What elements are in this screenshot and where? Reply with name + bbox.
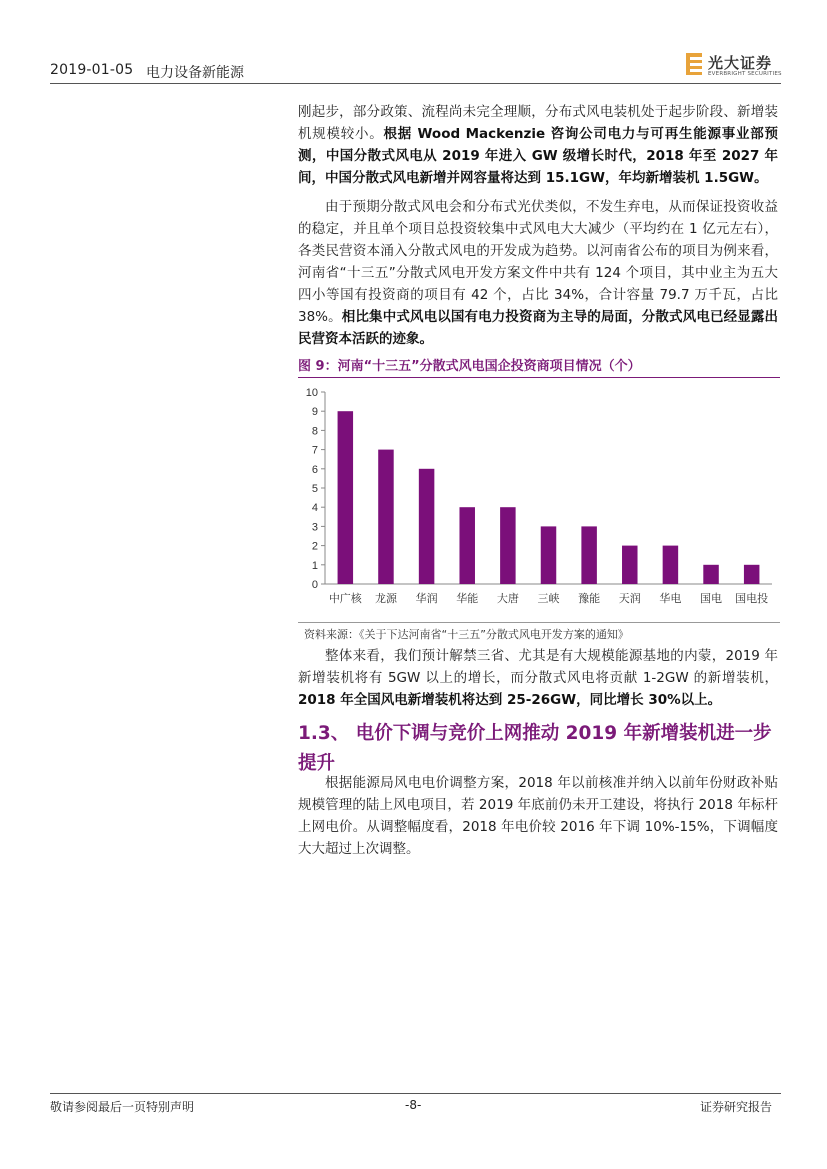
bar-4 bbox=[459, 507, 475, 584]
x-tick-label: 中广核 bbox=[328, 592, 362, 605]
y-tick-label: 5 bbox=[311, 483, 318, 495]
section-title: 1.3、 电价下调与竞价上网推动 2019 年新增装机进一步提升 bbox=[298, 723, 772, 774]
bar-7 bbox=[581, 526, 597, 584]
x-tick-label: 华润 bbox=[415, 592, 438, 605]
y-tick-label: 3 bbox=[311, 521, 318, 534]
x-tick-label: 国电投 bbox=[735, 592, 769, 605]
y-tick-label: 1 bbox=[311, 559, 318, 572]
x-tick-label: 国电 bbox=[700, 592, 723, 605]
header-divider bbox=[50, 83, 781, 84]
y-tick-label: 6 bbox=[311, 463, 318, 476]
y-tick-label: 7 bbox=[311, 444, 318, 457]
bar-11 bbox=[744, 565, 760, 584]
x-tick-label: 三峡 bbox=[537, 592, 560, 605]
paragraph-2-text: 由于预期分散式风电会和分布式光伏类似，不发生弃电，从而保证投资收益的稳定，并且单个项目总投资较集中式风电大大减少（平均约在 1 亿元左右），各类民营资本涌入分散式风电的开发成为趋势。以河南省公布的项目为例来看，河南省“十三五”分散式风电开发方案文件中共有 124 个项目，其中业主为五大四小等国有投资商的项目有 42 个，占比 34%，合计容量 79.7 万千瓦，占比 38%。 bbox=[298, 199, 778, 325]
paragraph-3-bold: 2018 年全国风电新增装机将达到 25-26GW，同比增长 30%以上。 bbox=[298, 692, 722, 708]
paragraph-1-text: 刚起步，部分政策、流程尚未完全理顺，分布式风电装机处于起步阶段、新增装机规模较小。 bbox=[298, 104, 778, 142]
paragraph-1 bbox=[298, 101, 778, 189]
figure-source: 资料来源：《关于下达河南省“十三五”分散式风电开发方案的通知》 bbox=[304, 628, 629, 641]
y-tick-label: 8 bbox=[311, 425, 318, 438]
logo-text-cn: 光大证券 bbox=[708, 54, 773, 72]
bar-5 bbox=[500, 507, 516, 584]
figure-bottom-rule bbox=[298, 622, 780, 623]
footer-report-type: 证券研究报告 bbox=[700, 1100, 773, 1114]
y-tick-label: 4 bbox=[311, 502, 318, 515]
x-tick-label: 华能 bbox=[456, 592, 479, 605]
y-tick-label: 10 bbox=[305, 387, 318, 399]
bar-10 bbox=[703, 565, 719, 584]
y-tick-label: 9 bbox=[311, 406, 318, 419]
paragraph-2-bold: 相比集中式风电以国有电力投资商为主导的局面，分散式风电已经显露出民营资本活跃的迹象。 bbox=[298, 309, 778, 347]
figure-title: 图 9：河南“十三五”分散式风电国企投资商项目情况（个） bbox=[298, 359, 641, 374]
logo-text-en: EVERBRIGHT SECURITIES bbox=[708, 71, 782, 77]
x-tick-label: 天润 bbox=[618, 592, 641, 605]
header-sector: 电力设备新能源 bbox=[146, 65, 244, 81]
bar-2 bbox=[378, 450, 394, 584]
figure-title-rule bbox=[298, 377, 780, 378]
paragraph-1-bold: 根据 Wood Mackenzie 咨询公司电力与可再生能源事业部预测，中国分散式风电从 2019 年进入 GW 级增长时代，2018 年至 2027 年间，中国分散式风电新增并网容量将达到 15.1GW，年均新增装机 1.5GW。 bbox=[298, 126, 778, 186]
y-tick-label: 0 bbox=[311, 579, 318, 591]
bar-6 bbox=[541, 526, 557, 584]
paragraph-3-text: 整体来看，我们预计解禁三省、尤其是有大规模能源基地的内蒙，2019 年新增装机将有 5GW 以上的增长，而分散式风电将贡献 1-2GW 的新增装机， bbox=[298, 648, 778, 686]
x-tick-label: 豫能 bbox=[578, 592, 601, 605]
paragraph-4: 根据能源局风电电价调整方案，2018 年以前核准并纳入以前年份财政补贴规模管理的陆上风电项目，若 2019 年底前仍未开工建设，将执行 2018 年标杆上网电价。从调整幅度看，2018 年电价较 2016 年下调 10%-15%，下调幅度大大超过上次调整。 bbox=[298, 775, 778, 857]
paragraph-2 bbox=[298, 196, 778, 350]
bar-chart bbox=[298, 380, 780, 620]
bar-9 bbox=[663, 546, 679, 584]
footer-divider bbox=[50, 1093, 781, 1094]
page-number: -8- bbox=[405, 1098, 422, 1112]
x-tick-label: 大唐 bbox=[496, 592, 519, 605]
bar-3 bbox=[419, 469, 435, 584]
company-logo bbox=[686, 52, 782, 78]
header-date: 2019-01-05 bbox=[50, 62, 134, 78]
footer-disclaimer: 敬请参阅最后一页特别声明 bbox=[50, 1100, 195, 1114]
bar-1 bbox=[338, 411, 354, 584]
y-tick-label: 2 bbox=[311, 540, 318, 553]
bar-8 bbox=[622, 546, 638, 584]
x-tick-label: 华电 bbox=[659, 592, 682, 605]
logo-mark-icon bbox=[686, 53, 702, 75]
paragraph-3 bbox=[298, 645, 778, 711]
x-tick-label: 龙源 bbox=[374, 592, 397, 605]
